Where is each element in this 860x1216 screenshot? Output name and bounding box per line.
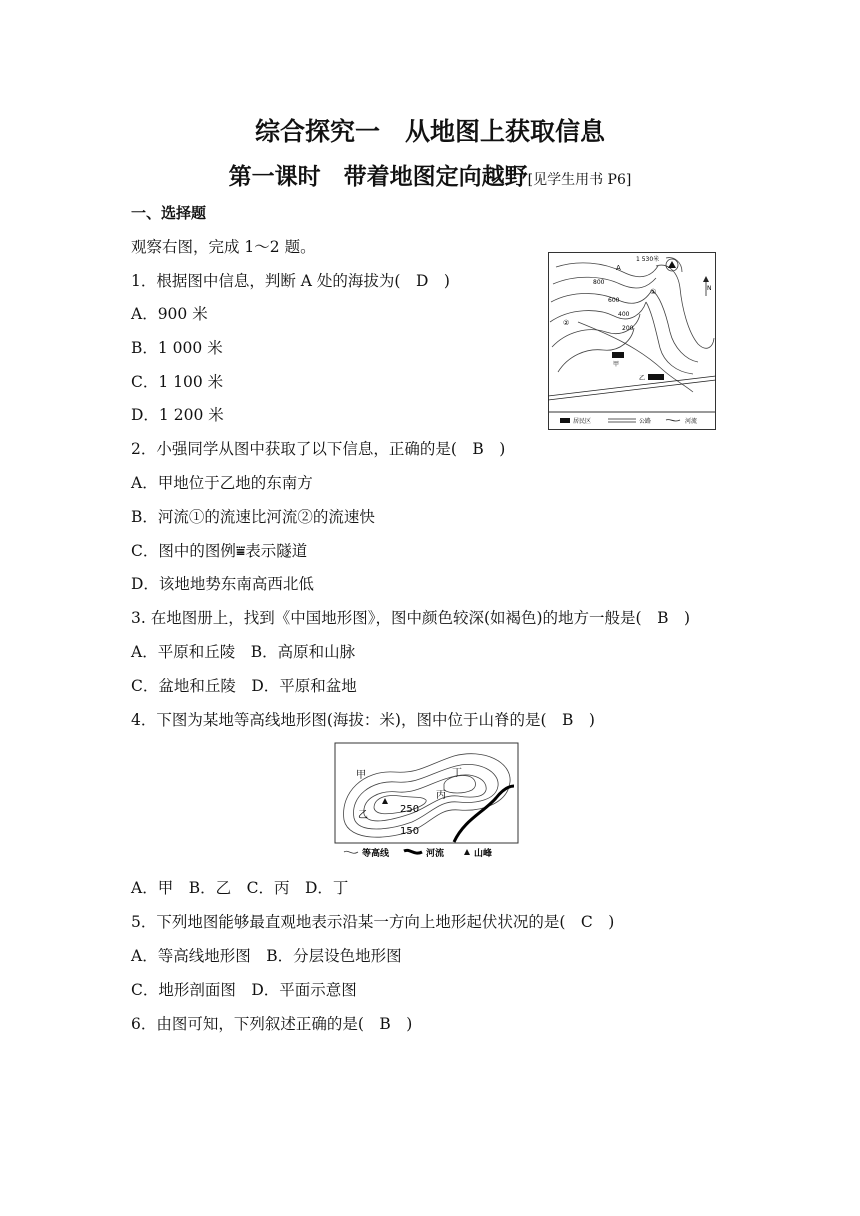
section-label: 一、选择题 (131, 204, 207, 222)
legend-river-label: 河流 (685, 418, 698, 425)
q2-option-d: D．该地地势东南高西北低 (131, 575, 314, 593)
river-1-label: ① (650, 288, 657, 296)
intro-text: 观察右图，完成 1～2 题。 (131, 238, 316, 256)
point-bing-label: 丙 (436, 790, 446, 801)
settlement-yi (648, 374, 664, 380)
contour-150-label: 150 (400, 826, 420, 837)
contour-250-label: 250 (400, 804, 420, 815)
q3-options-row2: C．盆地和丘陵 D．平原和盆地 (131, 677, 357, 695)
point-jia-label: 甲 (356, 770, 366, 781)
north-label: N (707, 285, 712, 292)
q4-options: A．甲 B．乙 C．丙 D．丁 (131, 879, 349, 897)
q3-stem: 3. 在地图册上，找到《中国地形图》，图中颜色较深(如褐色)的地方一般是( B ) (131, 609, 691, 627)
q2-option-a: A．甲地位于乙地的东南方 (131, 474, 313, 492)
q1-option-d: D．1 200 米 (131, 406, 224, 424)
legend-river-icon (404, 850, 422, 853)
legend-peak-label: 山峰 (474, 849, 493, 859)
legend-peak-icon (464, 849, 470, 855)
legend-contour-label: 等高线 (362, 849, 390, 859)
contour-800-label: 800 (593, 279, 605, 286)
legend-contour-icon (344, 851, 358, 853)
q2-stem: 2．小强同学从图中获取了以下信息，正确的是( B ) (131, 440, 506, 458)
point-ding-label: 丁 (452, 768, 462, 779)
point-yi-label: 乙 (358, 810, 368, 821)
q6-stem: 6．由图可知，下列叙述正确的是( B ) (131, 1015, 413, 1033)
book-reference: [见学生用书 P6] (527, 172, 632, 188)
q2-option-b: B．河流①的流速比河流②的流速快 (131, 508, 375, 526)
lesson-title (0, 158, 860, 191)
contour-600-label: 600 (608, 297, 620, 304)
q3-options-row1: A．平原和丘陵 B．高原和山脉 (131, 643, 356, 661)
legend-settlement-label: 居民区 (573, 418, 592, 425)
q1-option-c: C．1 100 米 (131, 373, 224, 391)
q1-stem: 1．根据图中信息，判断 A 处的海拔为( D ) (131, 272, 450, 290)
point-a-label: A (616, 264, 621, 272)
settlement-yi-label: 乙 (639, 375, 646, 382)
legend-river-label: 河流 (426, 849, 445, 859)
legend-settlement-icon (560, 418, 570, 423)
q5-stem: 5．下列地图能够最直观地表示沿某一方向上地形起伏状况的是( C ) (131, 913, 615, 931)
q4-stem: 4．下图为某地等高线地形图(海拔：米)，图中位于山脊的是( B ) (131, 711, 595, 729)
q5-options-row2: C．地形剖面图 D．平面示意图 (131, 981, 357, 999)
q2-option-c: C．图中的图例⩸表示隧道 (131, 542, 308, 560)
contour-200-label: 200 (622, 325, 634, 332)
q1-option-a: A．900 米 (131, 305, 208, 323)
settlement-jia (612, 352, 624, 358)
page-title: 综合探究一 从地图上获取信息 (254, 117, 605, 146)
peak-elevation-label: 1 530米 (636, 256, 660, 263)
q1-option-b: B．1 000 米 (131, 339, 223, 357)
lesson-title-text: 第一课时 带着地图定向越野 (228, 164, 528, 190)
contour-400-label: 400 (618, 311, 630, 318)
settlement-jia-label: 甲 (613, 361, 620, 368)
contour-map-figure-2 (334, 742, 520, 864)
q5-options-row1: A．等高线地形图 B．分层设色地形图 (131, 947, 402, 965)
legend-road-label: 公路 (639, 418, 652, 425)
contour-map-figure-1 (548, 252, 716, 430)
river-2-label: ② (563, 319, 570, 327)
